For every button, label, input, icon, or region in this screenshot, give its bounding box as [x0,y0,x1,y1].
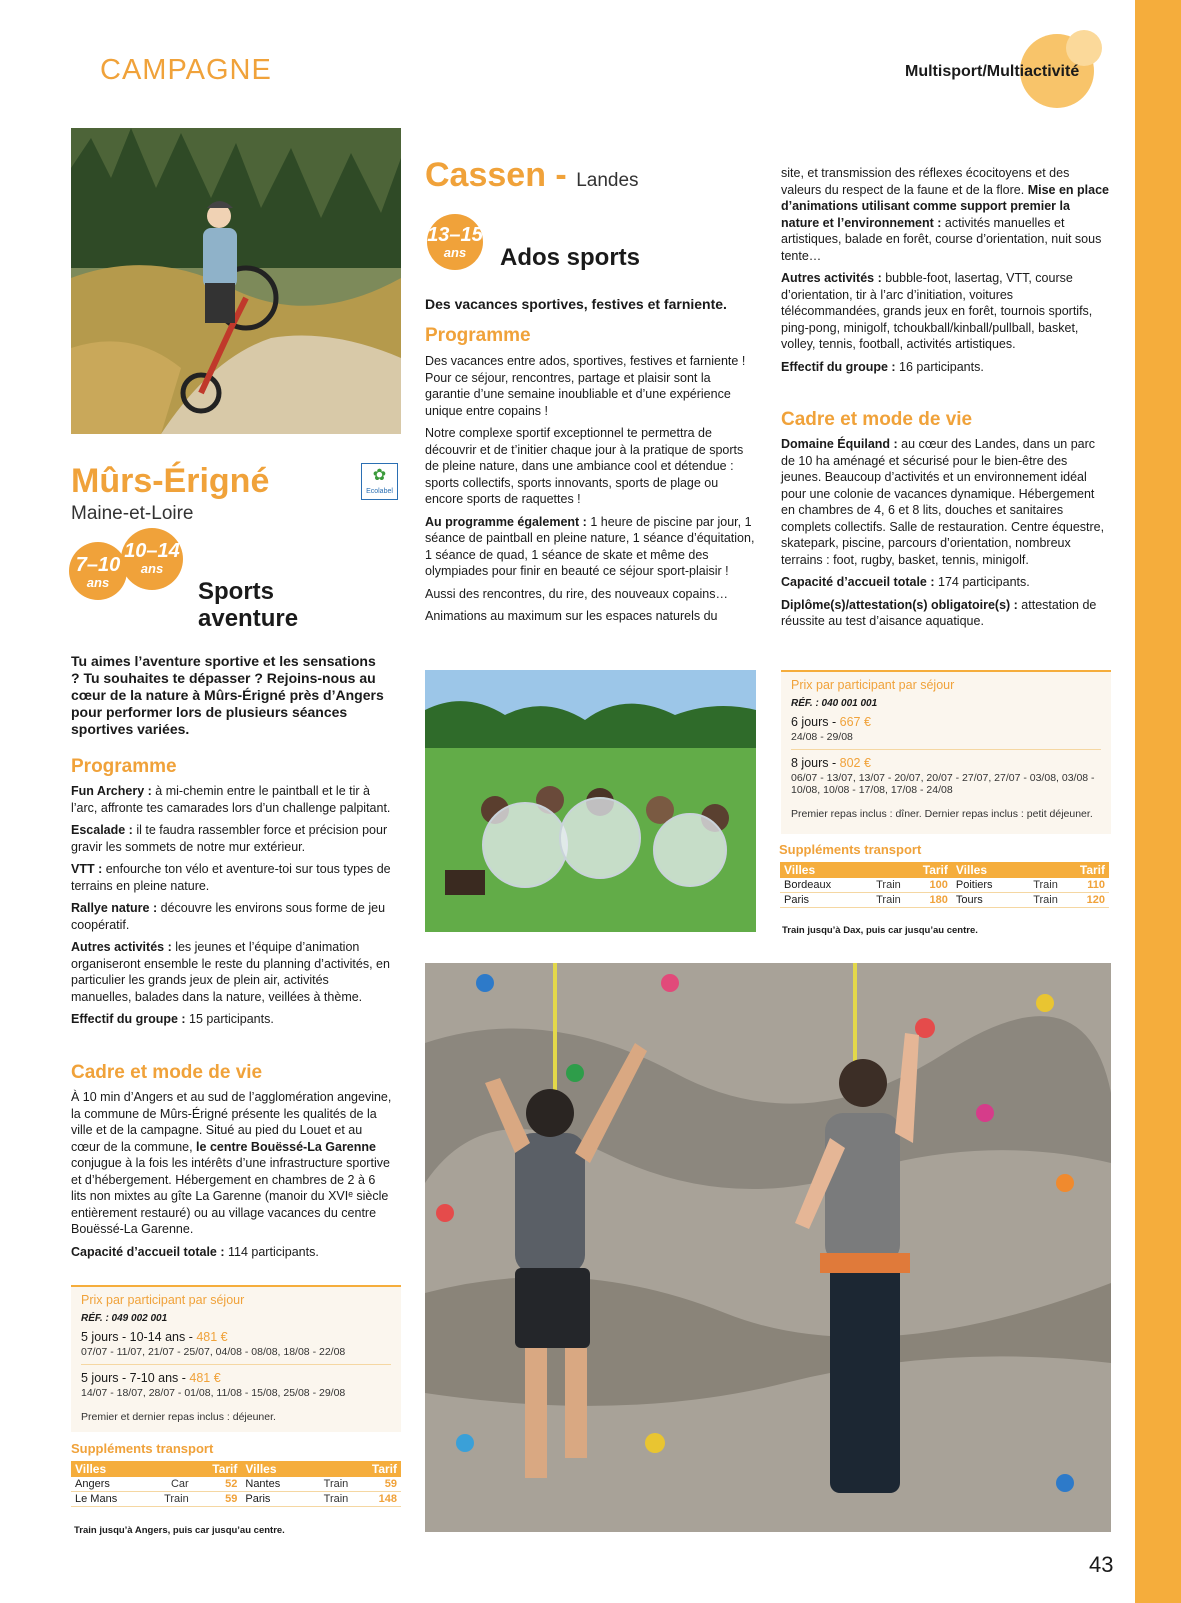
table-row: Paris Train 180 Tours Train 120 [780,893,1109,908]
price-box-murs: Prix par participant par séjour RÉF. : 049 002 001 5 jours - 10-14 ans - 481 € 07/07 - 11/07, 21/07 - 25/07, 04/08 - 08/08, 18/08 - 22/08 5 jours - 7-10 ans - 481 € 14/07 - 18/07, 28/07 - 01/08, 11/08 - 15/08, 25/08 - 29/08 Premier et dernier repas inclus : déjeuner. [71,1285,401,1432]
programme-text-cassen: Des vacances entre ados, sportives, festives et farniente ! Pour ce séjour, rencontres, partage et plaisir sont la garantie d’une semaine inoubliable et d’une expérience unique entre copains ! Notre complexe sportif exceptionnel te permettra de découvrir et de t’initier chaque jour à la pratique de sports de pleine nature, dans une ambiance cool et détendue : sports collectifs, sports innovants, sports de plage ou encore sports de raquettes ! Au programme également : 1 heure de piscine par jour, 1 séance de paintball en pleine nature, 1 séance d’équitation, 1 séance de quad, 1 séance de skate et même des olympiades pour finir en beauté ce séjour sport-plaisir ! Aussi des rencontres, du rire, des nouveaux copains… Animations au maximum sur les espaces naturels du [425,354,755,623]
programme-item: Effectif du groupe : 15 participants. [71,1012,274,1026]
side-color-band [1135,0,1181,1603]
age-badge-10-14: 10–14 ans [121,528,183,590]
destination-title-cassen: Cassen - Landes [425,156,639,194]
photo-mountain-bike [71,128,401,434]
transport-note-murs: Train jusqu’à Angers, puis car jusqu’au centre. [74,1525,285,1536]
sejour-title-ados-sports: Ados sports [500,244,641,271]
region-murs: Maine-et-Loire [71,503,194,524]
programme-heading-murs: Programme [71,756,177,777]
programme-item: VTT : enfourche ton vélo et aventure-toi sur tous types de terrains en pleine nature. [71,862,391,893]
transport-heading-murs: Suppléments transport [71,1441,214,1456]
age-badge-7-10: 7–10 ans [69,542,127,600]
transport-note-cassen: Train jusqu’à Dax, puis car jusqu’au centre. [782,925,978,936]
table-row: Angers Car 52 Nantes Train 59 [71,1477,401,1492]
cadre-text-murs: À 10 min d’Angers et au sud de l’agglomération angevine, la commune de Mûrs-Érigné présente les qualités de la ville et de la campagne. Situé au pied du Louet et au cœur de la commune, le centre Bouëssé-La Garenne conjugue à la fois les intérêts d’une infrastructure sportive et d’hébergement. Hébergement en chambres de 2 à 6 lits non mixtes au gîte La Garenne (manoir du XVIᵉ siècle entièrement restauré) ou au village vacances du centre Bouëssé-La Garenne. Capacité d’accueil totale : 114 participants. [71,1090,392,1259]
photo-climbing-wall [425,963,1111,1532]
programme-item: Autres activités : les jeunes et l’équipe d’animation organiseront ensemble le reste du planning d’activités, en particulier les grands jeux de plein air, activités manuelles, balades dans la nature, veillées à thème. [71,940,390,1004]
page-number: 43 [1089,1552,1114,1577]
flower-icon: ✿ [372,467,387,484]
ecolabel-logo: ✿ Ecolabel [361,463,398,500]
cassen-text-col3: site, et transmission des réflexes écocitoyens et des valeurs du respect de la faune et de la flore. Mise en place d’animations utilisant comme support premier la nature et l’environnement : activités manuelles et artistiques, balade en forêt, course d’orientation, nuit sous tente… Autres activités : bubble-foot, lasertag, VTT, course d’orientation, tir à l’arc d’initiation, voitures télécommandées, grands jeux en forêt, tournois sportifs, ping-pong, minigolf, tchoukball/kinball/pullball, basket, volley, tennis, football, activités artistiques. Effectif du groupe : 16 participants. [781,166,1109,374]
sejour-title-sports-aventure: Sports aventure [198,578,299,632]
transport-heading-cassen: Suppléments transport [779,842,922,857]
programme-item: Rallye nature : découvre les environs sous forme de jeu coopératif. [71,901,386,932]
cadre-heading-cassen: Cadre et mode de vie [781,409,973,430]
intro-cassen: Des vacances sportives, festives et farniente. [425,296,727,312]
transport-table-murs: Villes Tarif Villes Tarif Angers Car 52 Nantes Train 59 Le Mans Train 59 Paris Train 148 [71,1461,401,1507]
category-title: Multisport/Multiactivité [905,63,1080,80]
programme-item: Fun Archery : à mi-chemin entre le paintball et le tir à l’arc, affronte tes camarades lors d’un challenge palpitant. [71,784,391,815]
programme-list-murs [71,783,391,1034]
programme-item: Escalade : il te faudra rassembler force et précision pour gravir les sommets de notre mur extérieur. [71,823,388,854]
price-box-cassen: Prix par participant par séjour RÉF. : 040 001 001 6 jours - 667 € 24/08 - 29/08 8 jours - 802 € 06/07 - 13/07, 13/07 - 20/07, 20/07 - 27/07, 27/07 - 03/08, 03/08 - 10/08, 10/08 - 17/08, 17/08 - 24/08 Premier repas inclus : dîner. Dernier repas inclus : petit déjeuner. [781,670,1111,834]
programme-heading-cassen: Programme [425,325,531,346]
section-title: CAMPAGNE [100,54,272,86]
cadre-text-cassen: Domaine Équiland : au cœur des Landes, dans un parc de 10 ha aménagé et sécurisé pour le bien-être des jeunes. Beaucoup d’activités et un environnement idéal pour une colonie de vacances dynamique. Hébergement en chambres de 4, 6 et 8 lits, douches et sanitaires complets collectifs. Salle de restauration. Centre équestre, skatepark, piscine, parcours d’orientation, nombreux terrains : foot, rugby, basket, tennis, minigolf. Capacité d’accueil totale : 174 participants. Diplôme(s)/attestation(s) obligatoire(s) : attestation de réussite au test d’aisance aquatique. [781,437,1105,628]
intro-murs: Tu aimes l’aventure sportive et les sensations ? Tu souhaites te dépasser ? Rejoins-nous au cœur de la nature à Mûrs-Érigné près d’Angers pour performer lors de plusieurs séances sportives variées. [71,653,384,737]
table-row: Bordeaux Train 100 Poitiers Train 110 [780,878,1109,893]
transport-table-cassen: Villes Tarif Villes Tarif Bordeaux Train 100 Poitiers Train 110 Paris Train 180 Tours Train 120 [780,862,1109,908]
cadre-heading-murs: Cadre et mode de vie [71,1062,263,1083]
age-badge-13-15: 13–15 ans [427,214,483,270]
photo-bubble-foot [425,670,756,932]
table-row: Le Mans Train 59 Paris Train 148 [71,1492,401,1507]
destination-title-murs: Mûrs-Érigné [71,462,270,500]
